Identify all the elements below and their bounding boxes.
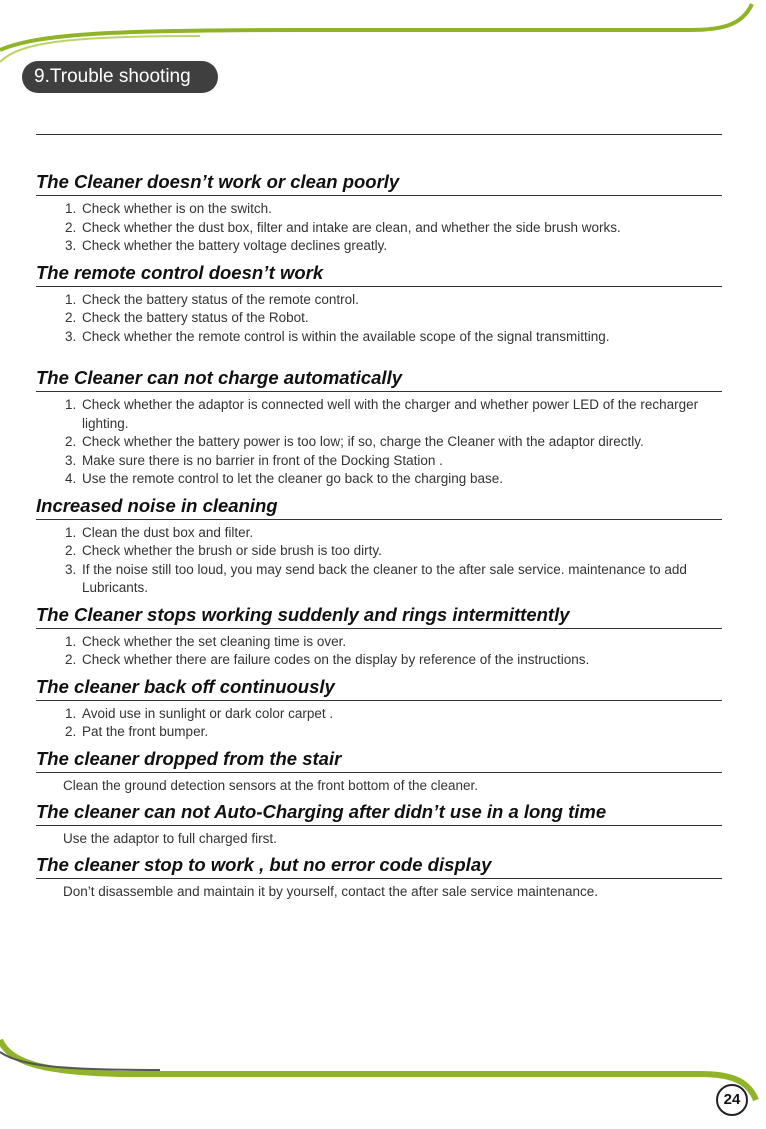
section-text: Don’t disassemble and maintain it by yourself, contact the after sale service maintenance. <box>63 883 599 899</box>
page-number <box>716 1084 748 1116</box>
section-stops-ringing <box>36 603 722 670</box>
section-heading: The Cleaner can not charge automatically <box>36 366 722 392</box>
list-item: 2. Check whether the battery power is too low; if so, charge the Cleaner with the adaptor directly. <box>80 433 722 452</box>
chapter-title: 9.Trouble shooting <box>34 66 191 87</box>
top-divider <box>36 134 722 135</box>
list-item: 2. Check whether there are failure codes on the display by reference of the instructions. <box>80 651 722 670</box>
section-back-off <box>36 675 722 742</box>
list-item: 2. Check the battery status of the Robot. <box>80 309 722 328</box>
list-item: 3. Check whether the battery voltage declines greatly. <box>80 237 722 256</box>
section-heading: The Cleaner doesn’t work or clean poorly <box>36 170 722 196</box>
list-item: 1. Check whether is on the switch. <box>80 200 722 219</box>
section-heading: The cleaner stop to work , but no error code display <box>36 853 722 879</box>
list-item: 2. Check whether the dust box, filter and intake are clean, and whether the side brush works. <box>80 219 722 238</box>
steps-list <box>36 705 722 742</box>
list-item: 1. Avoid use in sunlight or dark color carpet . <box>80 705 722 724</box>
steps-list <box>36 396 722 489</box>
section-heading: The cleaner dropped from the stair <box>36 747 722 773</box>
section-heading: The cleaner back off continuously <box>36 675 722 701</box>
list-item: 4. Use the remote control to let the cleaner go back to the charging base. <box>80 470 722 489</box>
list-item: 3. Check whether the remote control is within the available scope of the signal transmitting. <box>80 328 722 347</box>
section-text: Clean the ground detection sensors at the front bottom of the cleaner. <box>63 777 479 793</box>
section-noise <box>36 494 722 598</box>
steps-list <box>36 291 722 347</box>
section-not-working <box>36 170 722 256</box>
section-text: Use the adaptor to full charged first. <box>63 831 277 846</box>
steps-list <box>36 633 722 670</box>
section-auto-charging <box>36 800 722 849</box>
list-item: 1. Clean the dust box and filter. <box>80 524 722 543</box>
chapter-tab <box>22 61 218 93</box>
list-item: 3. Make sure there is no barrier in front of the Docking Station . <box>80 452 722 471</box>
section-heading: Increased noise in cleaning <box>36 494 722 520</box>
section-heading: The remote control doesn’t work <box>36 261 722 287</box>
page-number-text: 24 <box>723 1091 741 1108</box>
list-item: 1. Check the battery status of the remote control. <box>80 291 722 310</box>
list-item: 2. Check whether the brush or side brush is too dirty. <box>80 542 722 561</box>
section-heading: The cleaner can not Auto-Charging after didn’t use in a long time <box>36 800 722 826</box>
section-remote-control <box>36 261 722 347</box>
steps-list <box>36 524 722 598</box>
steps-list <box>36 200 722 256</box>
section-charging <box>36 366 722 489</box>
list-item: 1. Check whether the adaptor is connected well with the charger and whether power LED of the recharger lighting. <box>80 396 722 433</box>
section-no-error-code <box>36 853 722 902</box>
section-heading: The Cleaner stops working suddenly and rings intermittently <box>36 603 722 629</box>
troubleshooting-content <box>36 170 722 901</box>
list-item: 3. If the noise still too loud, you may send back the cleaner to the after sale service. maintenance to add Lubricants. <box>80 561 722 598</box>
section-dropped-stair <box>36 747 722 796</box>
list-item: 1. Check whether the set cleaning time is over. <box>80 633 722 652</box>
list-item: 2. Pat the front bumper. <box>80 723 722 742</box>
